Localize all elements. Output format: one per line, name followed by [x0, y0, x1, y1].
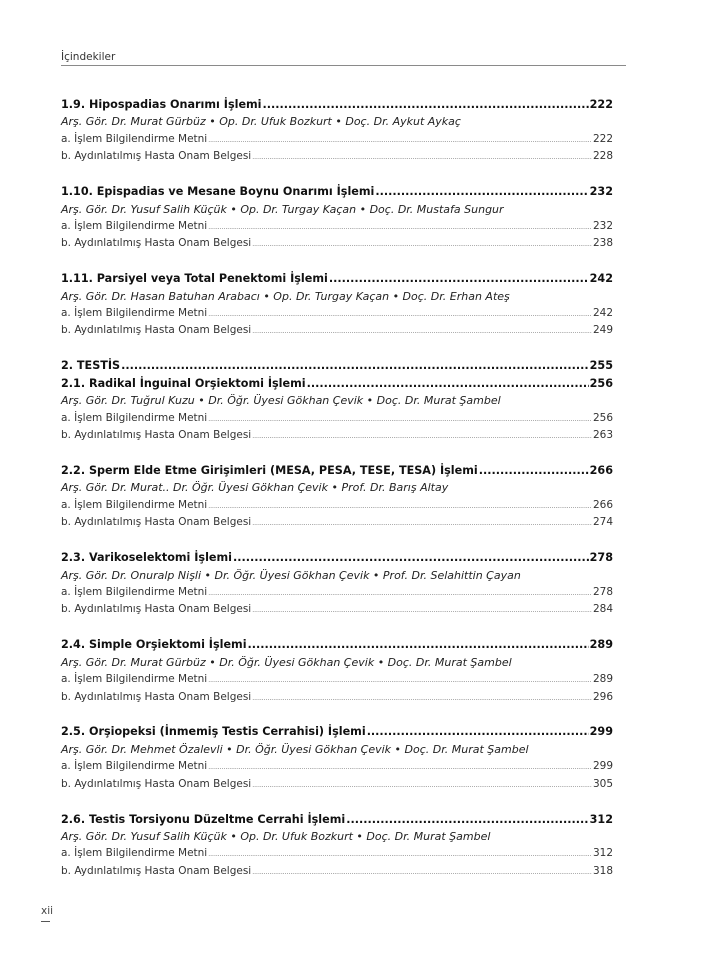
- toc-page-number: 242: [589, 272, 613, 286]
- toc-page-number: 299: [589, 725, 613, 739]
- toc-entry-title-line[interactable]: [61, 636, 613, 653]
- toc-entry-title-line[interactable]: [61, 375, 613, 392]
- toc-subentry-label: b. Aydınlatılmış Hasta Onam Belgesi: [61, 516, 252, 529]
- dot-leader: [208, 846, 592, 863]
- toc-page-number: 296: [592, 690, 613, 703]
- toc-page-number: 263: [592, 429, 613, 442]
- toc-subentry[interactable]: [61, 427, 613, 444]
- toc-entry: [61, 96, 613, 166]
- toc-entry-title-line[interactable]: [61, 723, 613, 740]
- toc-entry: [61, 636, 613, 706]
- toc-entry-title-line[interactable]: [61, 462, 613, 479]
- toc-chapter-line[interactable]: [61, 357, 613, 374]
- dot-leader: [252, 236, 592, 253]
- toc-subentry[interactable]: [61, 689, 613, 706]
- dot-leader: [252, 515, 592, 532]
- toc-page-number: 232: [589, 185, 613, 199]
- toc-entry-title-line[interactable]: [61, 270, 613, 287]
- toc-entry: [61, 270, 613, 340]
- toc-page-number: 232: [592, 219, 613, 232]
- toc-entry-authors: Arş. Gör. Dr. Murat Gürbüz • Op. Dr. Ufuk Bozkurt • Doç. Dr. Aykut Aykaç: [61, 115, 461, 129]
- toc-entry: [61, 811, 613, 881]
- dot-leader: [208, 672, 592, 689]
- toc-entry-title: 1.10. Epispadias ve Mesane Boynu Onarımı İşlemi: [61, 185, 375, 199]
- toc-subentry-label: a. İşlem Bilgilendirme Metni: [61, 132, 208, 145]
- dot-leader: [307, 375, 589, 392]
- dot-leader: [252, 864, 592, 881]
- toc-page-number: 222: [589, 98, 613, 111]
- toc-entry: [61, 723, 613, 793]
- toc-subentry[interactable]: [61, 410, 613, 427]
- toc-entry-authors: Arş. Gör. Dr. Yusuf Salih Küçük • Op. Dr. Ufuk Bozkurt • Doç. Dr. Murat Şambel: [61, 830, 491, 844]
- toc-entry: [61, 462, 613, 532]
- toc-page-number: 256: [592, 411, 613, 424]
- toc-page-number: 318: [592, 864, 613, 877]
- toc-page-number: 274: [592, 516, 613, 529]
- dot-leader: [208, 411, 592, 428]
- toc-entry-title: 1.11. Parsiyel veya Total Penektomi İşlemi: [61, 272, 328, 286]
- toc-page-number: 228: [592, 150, 613, 163]
- dot-leader: [208, 585, 592, 602]
- running-header: [61, 51, 626, 66]
- dot-leader: [329, 270, 589, 287]
- toc-entry-title: 2.1. Radikal İnguinal Orşiektomi İşlemi: [61, 376, 306, 390]
- table-of-contents: [61, 96, 613, 898]
- dot-leader: [208, 759, 592, 776]
- toc-subentry-label: a. İşlem Bilgilendirme Metni: [61, 760, 208, 773]
- toc-entry-authors: Arş. Gör. Dr. Murat.. Dr. Öğr. Üyesi Gökhan Çevik • Prof. Dr. Barış Altay: [61, 481, 449, 495]
- dot-leader: [248, 636, 589, 653]
- dot-leader: [233, 549, 589, 566]
- toc-page-number: 278: [592, 585, 613, 598]
- toc-page-number: 289: [592, 673, 613, 686]
- toc-entry-authors: Arş. Gör. Dr. Mehmet Özalevli • Dr. Öğr. Üyesi Gökhan Çevik • Doç. Dr. Murat Şambel: [61, 742, 529, 756]
- dot-leader: [346, 811, 588, 828]
- toc-subentry-label: b. Aydınlatılmış Hasta Onam Belgesi: [61, 603, 252, 616]
- dot-leader: [263, 96, 589, 113]
- toc-subentry[interactable]: [61, 758, 613, 775]
- toc-subentry[interactable]: [61, 863, 613, 880]
- dot-leader: [208, 219, 592, 236]
- dot-leader: [252, 323, 592, 340]
- toc-subentry[interactable]: [61, 776, 613, 793]
- toc-subentry-label: b. Aydınlatılmış Hasta Onam Belgesi: [61, 690, 252, 703]
- toc-subentry-label: a. İşlem Bilgilendirme Metni: [61, 585, 208, 598]
- dot-leader: [208, 132, 592, 149]
- toc-entry-title-line[interactable]: [61, 183, 613, 200]
- toc-subentry[interactable]: [61, 305, 613, 322]
- toc-entry-authors: Arş. Gör. Dr. Hasan Batuhan Arabacı • Op. Dr. Turgay Kaçan • Doç. Dr. Erhan Ateş: [61, 289, 510, 303]
- toc-subentry-label: a. İşlem Bilgilendirme Metni: [61, 673, 208, 686]
- toc-subentry[interactable]: [61, 671, 613, 688]
- toc-entry-title: 2.6. Testis Torsiyonu Düzeltme Cerrahi İşlemi: [61, 812, 346, 826]
- toc-page-number: 256: [589, 376, 613, 390]
- toc-subentry[interactable]: [61, 235, 613, 252]
- dot-leader: [121, 357, 589, 374]
- toc-entry-title: 2.5. Orşiopeksi (İnmemiş Testis Cerrahisi) İşlemi: [61, 725, 366, 739]
- toc-page-number: 305: [592, 777, 613, 790]
- toc-entry: [61, 183, 613, 253]
- toc-subentry-label: b. Aydınlatılmış Hasta Onam Belgesi: [61, 324, 252, 337]
- page-number: xii: [41, 905, 54, 917]
- toc-subentry-label: a. İşlem Bilgilendirme Metni: [61, 847, 208, 860]
- toc-subentry-label: b. Aydınlatılmış Hasta Onam Belgesi: [61, 777, 252, 790]
- toc-subentry-label: b. Aydınlatılmış Hasta Onam Belgesi: [61, 150, 252, 163]
- toc-entry-authors: Arş. Gör. Dr. Murat Gürbüz • Dr. Öğr. Üyesi Gökhan Çevik • Doç. Dr. Murat Şambel: [61, 655, 512, 669]
- toc-subentry-label: b. Aydınlatılmış Hasta Onam Belgesi: [61, 429, 252, 442]
- toc-entry: [61, 357, 613, 444]
- toc-page-number: 284: [592, 603, 613, 616]
- toc-subentry[interactable]: [61, 148, 613, 165]
- dot-leader: [252, 690, 592, 707]
- toc-entry-title-line[interactable]: [61, 96, 613, 113]
- toc-entry-title-line[interactable]: [61, 549, 613, 566]
- dot-leader: [208, 306, 592, 323]
- toc-entry-title: 2.4. Simple Orşiektomi İşlemi: [61, 638, 247, 652]
- toc-entry-title: 1.9. Hipospadias Onarımı İşlemi: [61, 98, 262, 111]
- toc-subentry-label: a. İşlem Bilgilendirme Metni: [61, 219, 208, 232]
- toc-page-number: 266: [592, 498, 613, 511]
- toc-entry-authors: Arş. Gör. Dr. Onuralp Nişli • Dr. Öğr. Üyesi Gökhan Çevik • Prof. Dr. Selahittin Çayan: [61, 568, 521, 582]
- toc-page-number: 249: [592, 324, 613, 337]
- toc-entry-title-line[interactable]: [61, 811, 613, 828]
- toc-subentry[interactable]: [61, 584, 613, 601]
- toc-subentry-label: a. İşlem Bilgilendirme Metni: [61, 498, 208, 511]
- toc-page-number: 289: [589, 638, 613, 652]
- dot-leader: [252, 428, 592, 445]
- toc-entry-title: 2.3. Varikoselektomi İşlemi: [61, 551, 233, 565]
- toc-chapter-title: 2. TESTİS: [61, 359, 121, 373]
- toc-page-number: 266: [589, 464, 613, 478]
- toc-subentry-label: a. İşlem Bilgilendirme Metni: [61, 411, 208, 424]
- dot-leader: [252, 149, 592, 166]
- dot-leader: [252, 777, 592, 794]
- toc-page-number: 222: [592, 132, 613, 145]
- toc-subentry[interactable]: [61, 514, 613, 531]
- toc-entry: [61, 549, 613, 619]
- toc-entry-authors: Arş. Gör. Dr. Tuğrul Kuzu • Dr. Öğr. Üyesi Gökhan Çevik • Doç. Dr. Murat Şambel: [61, 394, 501, 408]
- toc-subentry[interactable]: [61, 131, 613, 148]
- toc-page-number: 312: [589, 812, 613, 826]
- toc-subentry-label: b. Aydınlatılmış Hasta Onam Belgesi: [61, 864, 252, 877]
- toc-entry-title: 2.2. Sperm Elde Etme Girişimleri (MESA, PESA, TESE, TESA) İşlemi: [61, 464, 478, 478]
- toc-subentry[interactable]: [61, 601, 613, 618]
- toc-subentry[interactable]: [61, 845, 613, 862]
- toc-subentry-label: b. Aydınlatılmış Hasta Onam Belgesi: [61, 237, 252, 250]
- toc-subentry[interactable]: [61, 497, 613, 514]
- header-title: İçindekiler: [61, 51, 116, 63]
- toc-subentry[interactable]: [61, 218, 613, 235]
- dot-leader: [208, 498, 592, 515]
- dot-leader: [367, 723, 589, 740]
- dot-leader: [252, 602, 592, 619]
- toc-page-number: 242: [592, 307, 613, 320]
- toc-page-number: 299: [592, 760, 613, 773]
- toc-page-number: 278: [589, 551, 613, 565]
- toc-entry-authors: Arş. Gör. Dr. Yusuf Salih Küçük • Op. Dr. Turgay Kaçan • Doç. Dr. Mustafa Sungur: [61, 202, 504, 216]
- dot-leader: [479, 462, 589, 479]
- toc-page-number: 255: [589, 359, 613, 373]
- toc-subentry-label: a. İşlem Bilgilendirme Metni: [61, 307, 208, 320]
- toc-page-number: 238: [592, 237, 613, 250]
- footer-rule: [41, 921, 50, 922]
- dot-leader: [375, 183, 588, 200]
- toc-subentry[interactable]: [61, 322, 613, 339]
- toc-page-number: 312: [592, 847, 613, 860]
